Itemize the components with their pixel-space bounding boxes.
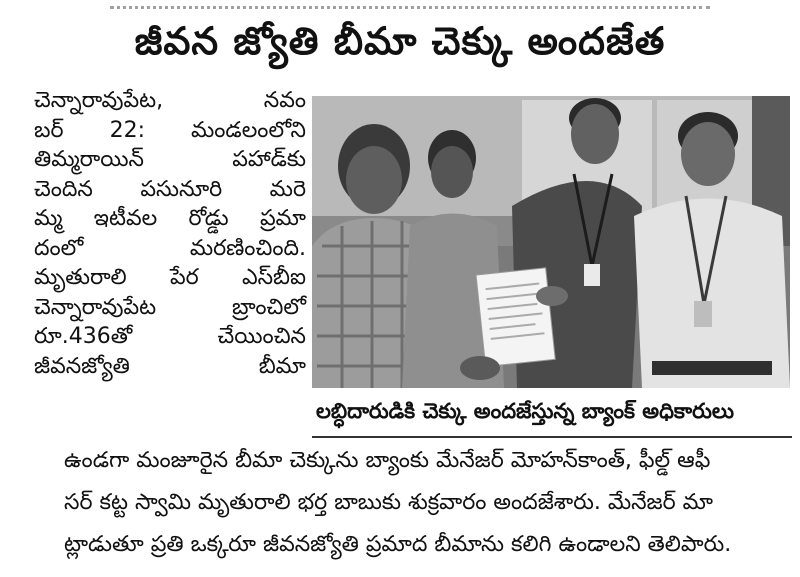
body-line: జీవనజ్యోతి బీమా: [34, 353, 306, 379]
body-line: తిమ్మరాయిన్ పహాడ్‌కు: [34, 147, 306, 172]
caption-divider: [312, 436, 792, 438]
body-line: ట్లాడుతూ ప్రతి ఒక్కరూ జీవనజ్యోతి ప్రమాద బీమాను కలిగి ఉండాలని తెలిపారు.: [64, 532, 732, 557]
headline: జీవన జ్యోతి బీమా చెక్కు అందజేత: [134, 19, 666, 63]
article-body-column: [34, 86, 306, 381]
body-line: చెన్నారావుపేట, నవం: [34, 88, 306, 113]
body-line: మ్మ ఇటీవల రోడ్డు ప్రమా: [34, 206, 306, 231]
body-line: ఉండగా మంజూరైన బీమా చెక్కును బ్యాంకు మేనేజర్ మోహన్‌కాంత్, ఫీల్డ్ ఆఫీ: [64, 448, 711, 473]
body-line: మృతురాలి పేర ఎస్‌బీఐ: [34, 265, 306, 290]
photo-caption: లబ్ధిదారుడికి చెక్కు అందజేస్తున్న బ్యాంక్ అధికారులు: [316, 399, 734, 423]
body-line: దంలో మరణించింది.: [34, 235, 306, 261]
article-body-continued: [64, 440, 792, 566]
photo-illustration: [312, 96, 790, 388]
news-photo: [312, 96, 790, 388]
body-line: బర్ 22: మండలంలోని: [34, 117, 306, 143]
body-line: రూ.436తో చేయించిన: [34, 324, 306, 349]
body-line: చెన్నారావుపేట బ్రాంచిలో: [34, 294, 306, 320]
body-line: సర్ కట్ట స్వామి మృతురాలి భర్త బాబుకు శుక్రవారం అందజేశారు. మేనేజర్ మా: [64, 490, 714, 515]
body-line: చెందిన పసునూరి మరె: [34, 176, 306, 202]
cropped-previous-headline: [0, 0, 800, 14]
